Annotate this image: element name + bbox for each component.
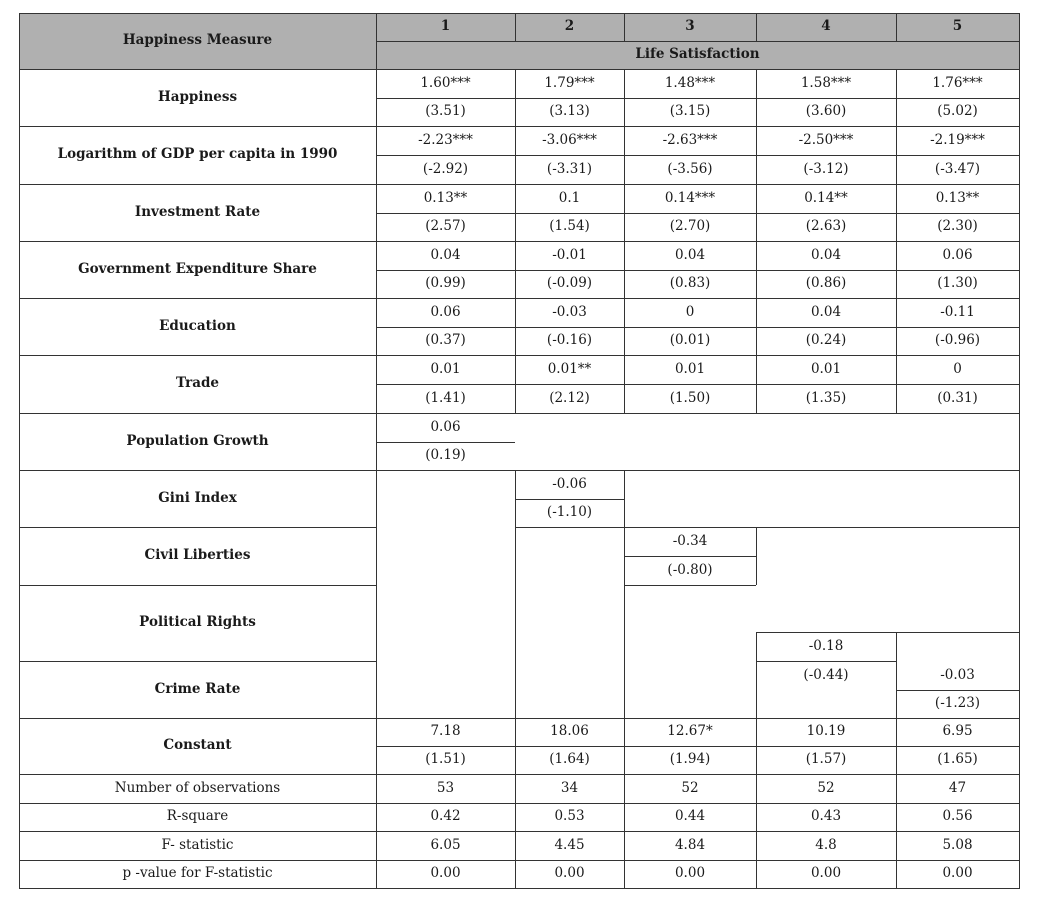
tstat-cell-happiness: (5.02) — [937, 103, 978, 120]
tstat-cell-constant: (1.65) — [937, 751, 978, 768]
row-label-political-rights: Political Rights — [139, 614, 256, 631]
row-label-constant: Constant — [163, 737, 232, 754]
coef-cell-government: 0.06 — [942, 246, 973, 263]
row-label-gini: Gini Index — [158, 489, 237, 506]
stat-value: 0.56 — [942, 808, 973, 825]
row-label-happiness: Happiness — [157, 88, 238, 105]
row-label-population: Population Growth — [126, 432, 269, 449]
stat-value: 0.42 — [430, 808, 461, 825]
stat-value: 52 — [817, 779, 835, 796]
tstat-cell-investment: (2.63) — [805, 218, 847, 235]
coef-cell-gdp: -2.19*** — [930, 131, 985, 148]
coef-cell-civil-liberties: -0.34 — [672, 532, 708, 549]
row-label-gdp: Logarithm of GDP per capita in 1990 — [57, 146, 338, 163]
coef-cell-crime-rate: -0.03 — [940, 666, 975, 683]
tstat-cell-government: (-0.09) — [546, 275, 593, 292]
coef-cell-gdp: -2.23*** — [418, 131, 473, 148]
row-label-education: Education — [159, 317, 236, 334]
coef-cell-gdp: -2.63*** — [662, 131, 718, 148]
tstat-cell-political-rights: (-0.44) — [803, 666, 849, 683]
tstat-cell-education: (-0.16) — [546, 332, 593, 349]
header-happiness-measure: Happiness Measure — [122, 32, 273, 49]
tstat-cell-population: (0.19) — [425, 447, 466, 464]
tstat-cell-trade: (0.31) — [937, 389, 978, 406]
row-label-trade: Trade — [176, 375, 219, 392]
stat-value: 0.00 — [554, 865, 585, 882]
stat-value: 53 — [436, 779, 455, 796]
tstat-cell-constant: (1.51) — [425, 751, 466, 768]
tstat-cell-education: (0.37) — [425, 332, 466, 349]
coef-cell-trade: 0.01 — [810, 360, 842, 377]
tstat-cell-trade: (1.41) — [425, 389, 466, 406]
coef-cell-happiness: 1.79*** — [544, 74, 595, 91]
tstat-cell-gdp: (-2.92) — [422, 160, 469, 177]
header-model-number: 2 — [564, 18, 575, 35]
row-label-crime-rate: Crime Rate — [154, 680, 241, 697]
tstat-cell-happiness: (3.13) — [549, 103, 590, 120]
tstat-cell-education: (0.01) — [669, 332, 711, 349]
coef-cell-happiness: 1.76*** — [932, 74, 983, 91]
tstat-cell-investment: (2.30) — [937, 218, 978, 235]
header-life-satisfaction: Life Satisfaction — [635, 46, 760, 63]
stat-value: 0.43 — [810, 808, 842, 825]
stat-value: 34 — [560, 779, 579, 796]
coef-cell-investment: 0.14** — [804, 189, 848, 206]
coef-cell-education: 0.04 — [810, 303, 842, 320]
stat-value: 0.00 — [942, 865, 973, 882]
coef-cell-trade: 0.01 — [674, 360, 706, 377]
stat-value: 47 — [948, 779, 967, 796]
coef-cell-happiness: 1.48*** — [664, 74, 716, 91]
tstat-cell-trade: (1.50) — [669, 389, 711, 406]
coef-cell-constant: 18.06 — [550, 723, 589, 740]
coef-cell-education: -0.03 — [552, 303, 587, 320]
coef-cell-education: -0.11 — [940, 303, 975, 320]
coef-cell-government: 0.04 — [810, 246, 842, 263]
header-model-number: 1 — [440, 18, 451, 35]
tstat-cell-government: (0.99) — [425, 275, 466, 292]
tstat-cell-gdp: (-3.56) — [667, 160, 713, 177]
tstat-cell-investment: (2.57) — [425, 218, 466, 235]
tstat-cell-government: (0.86) — [805, 275, 847, 292]
tstat-cell-government: (0.83) — [669, 275, 711, 292]
coef-cell-gdp: -3.06*** — [542, 131, 597, 148]
row-label-government: Government Expenditure Share — [78, 260, 317, 277]
tstat-cell-crime-rate: (-1.23) — [934, 695, 981, 712]
row-label-investment: Investment Rate — [134, 203, 261, 220]
header-model-number: 5 — [952, 18, 963, 35]
stat-value: 52 — [681, 779, 699, 796]
tstat-cell-constant: (1.57) — [805, 751, 847, 768]
stat-value: 6.05 — [430, 836, 461, 853]
stat-value: 0.00 — [674, 865, 706, 882]
coef-cell-education: 0 — [685, 303, 695, 320]
coef-cell-trade: 0.01** — [547, 360, 592, 377]
tstat-cell-civil-liberties: (-0.80) — [667, 561, 713, 578]
coef-cell-gini: -0.06 — [552, 475, 587, 492]
stat-label: R-square — [166, 808, 229, 825]
coef-cell-government: 0.04 — [674, 246, 706, 263]
tstat-cell-gini: (-1.10) — [546, 504, 593, 521]
tstat-cell-happiness: (3.60) — [805, 103, 847, 120]
tstat-cell-education: (0.24) — [805, 332, 847, 349]
tstat-cell-constant: (1.94) — [669, 751, 711, 768]
coef-cell-happiness: 1.60*** — [420, 74, 471, 91]
tstat-cell-happiness: (3.51) — [425, 103, 466, 120]
tstat-cell-gdp: (-3.47) — [934, 160, 981, 177]
stat-value: 4.45 — [554, 836, 585, 853]
coef-cell-trade: 0 — [953, 360, 962, 377]
coef-cell-government: 0.04 — [430, 246, 461, 263]
coef-cell-government: -0.01 — [552, 246, 587, 263]
coef-cell-education: 0.06 — [430, 303, 461, 320]
stat-value: 4.8 — [815, 836, 837, 853]
stat-value: 0.53 — [554, 808, 585, 825]
tstat-cell-happiness: (3.15) — [669, 103, 711, 120]
coef-cell-investment: 0.13** — [935, 189, 980, 206]
stat-value: 0.00 — [430, 865, 461, 882]
header-model-number: 4 — [821, 18, 831, 35]
stat-value: 0.00 — [810, 865, 842, 882]
tstat-cell-trade: (2.12) — [549, 389, 590, 406]
coef-cell-investment: 0.14*** — [664, 189, 716, 206]
coef-cell-constant: 10.19 — [806, 723, 846, 740]
tstat-cell-investment: (2.70) — [669, 218, 711, 235]
coef-cell-trade: 0.01 — [430, 360, 461, 377]
tstat-cell-education: (-0.96) — [934, 332, 981, 349]
coef-cell-happiness: 1.58*** — [800, 74, 852, 91]
tstat-cell-gdp: (-3.31) — [546, 160, 593, 177]
stat-label: p -value for F-statistic — [122, 865, 273, 882]
coef-cell-investment: 0.13** — [423, 189, 468, 206]
coef-cell-constant: 7.18 — [430, 723, 461, 740]
coef-cell-investment: 0.1 — [558, 189, 581, 206]
tstat-cell-investment: (1.54) — [549, 218, 590, 235]
coef-cell-gdp: -2.50*** — [798, 131, 854, 148]
stat-label: Number of observations — [114, 779, 281, 796]
tstat-cell-government: (1.30) — [937, 275, 978, 292]
coef-cell-constant: 12.67* — [667, 723, 713, 740]
row-label-civil-liberties: Civil Liberties — [144, 547, 251, 564]
stat-value: 5.08 — [942, 836, 973, 853]
stat-value: 4.84 — [674, 836, 706, 853]
header-model-number: 3 — [685, 18, 695, 35]
coef-cell-political-rights: -0.18 — [808, 637, 844, 654]
tstat-cell-constant: (1.64) — [549, 751, 590, 768]
coef-cell-population: 0.06 — [430, 418, 461, 435]
stat-value: 0.44 — [674, 808, 706, 825]
tstat-cell-trade: (1.35) — [805, 389, 847, 406]
tstat-cell-gdp: (-3.12) — [803, 160, 849, 177]
coef-cell-constant: 6.95 — [942, 723, 973, 740]
stat-label: F- statistic — [161, 836, 234, 853]
